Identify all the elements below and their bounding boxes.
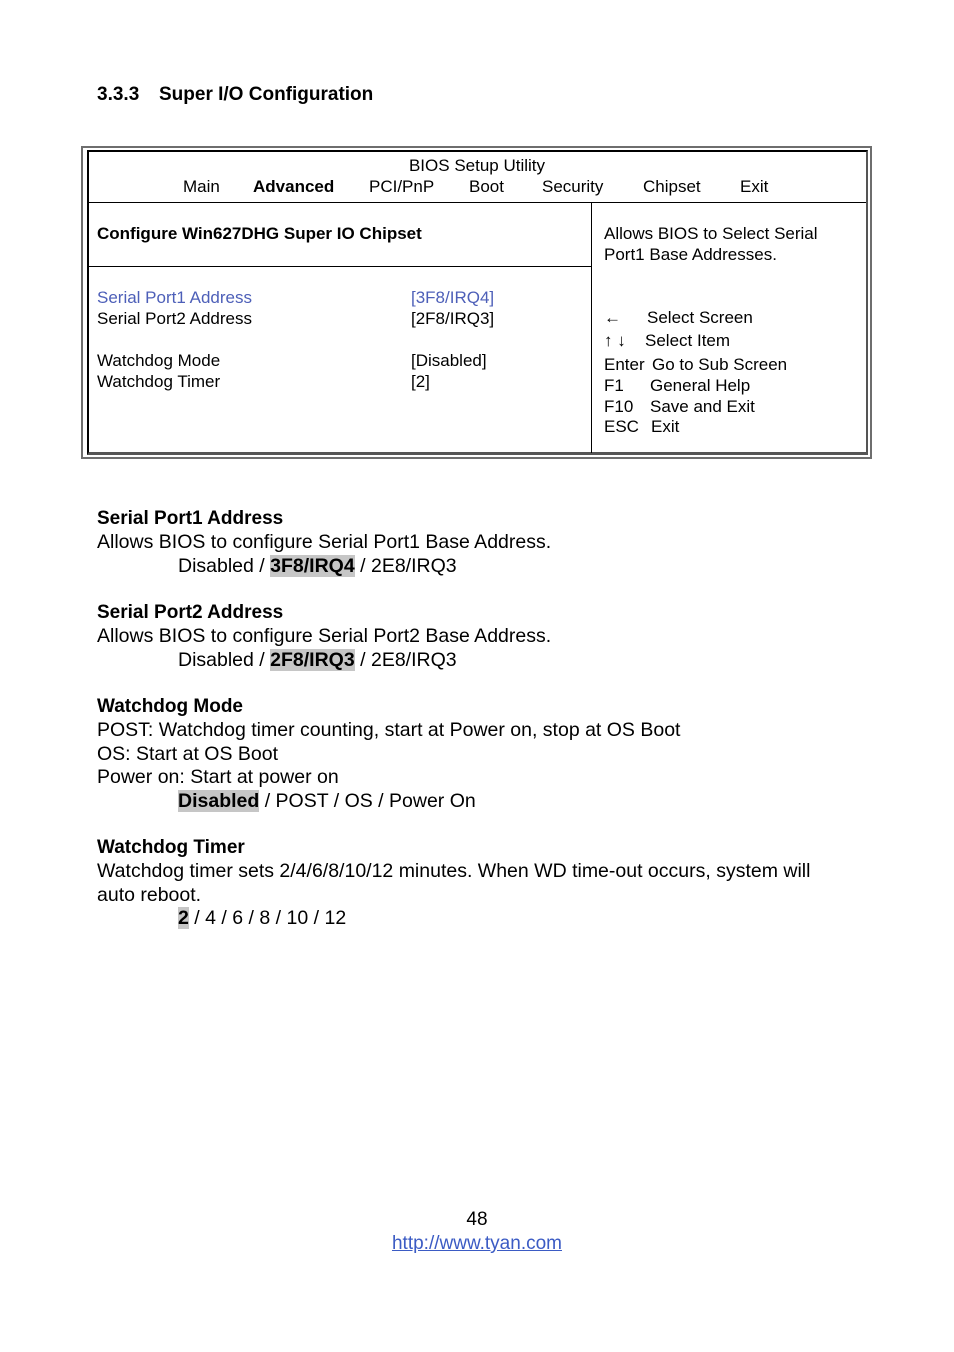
help-action: Save and Exit: [650, 397, 755, 416]
desc-title-serial-port2: Serial Port2 Address: [97, 602, 284, 623]
option: Power On: [389, 790, 476, 812]
help-key-select-item: [604, 331, 730, 351]
bios-item-serial-port2-value[interactable]: [2F8/IRQ3]: [411, 309, 495, 328]
desc-text: POST: Watchdog timer counting, start at Power on, stop at OS Boot: [97, 719, 681, 741]
option: POST: [275, 790, 329, 812]
bios-item-watchdog-mode-value[interactable]: [Disabled]: [411, 351, 487, 370]
option: 12: [324, 907, 347, 929]
desc-title-serial-port1: Serial Port1 Address: [97, 508, 284, 529]
section-heading: [97, 84, 373, 106]
desc-text: Watchdog timer sets 2/4/6/8/10/12 minutes. When WD time-out occurs, system will: [97, 860, 811, 882]
default-option: 2F8/IRQ3: [270, 649, 355, 671]
option: Disabled: [178, 555, 254, 577]
help-action: Go to Sub Screen: [652, 355, 788, 374]
option: 6: [232, 907, 244, 929]
option-list-watchdog-timer: 2 / 4 / 6 / 8 / 10 / 12: [178, 907, 347, 929]
tab-exit[interactable]: Exit: [740, 177, 769, 196]
bios-panel-divider: [591, 203, 592, 453]
tab-security[interactable]: Security: [542, 177, 604, 196]
default-option: 2: [178, 907, 189, 929]
help-key-f1: [604, 376, 750, 396]
help-key-label: F10: [604, 397, 634, 416]
page-number: 48: [466, 1209, 488, 1230]
desc-title-watchdog-timer: Watchdog Timer: [97, 837, 245, 858]
option: 8: [259, 907, 271, 929]
bios-item-watchdog-timer-value[interactable]: [2]: [411, 372, 430, 391]
bios-utility-title: BIOS Setup Utility: [408, 156, 546, 175]
help-action: Select Screen: [647, 308, 753, 327]
help-action: Select Item: [645, 331, 731, 350]
bios-item-serial-port1-value[interactable]: [3F8/IRQ4]: [411, 288, 495, 307]
help-key-enter: [604, 355, 787, 375]
default-option: 3F8/IRQ4: [270, 555, 355, 577]
option: 2E8/IRQ3: [370, 555, 457, 577]
tab-advanced[interactable]: Advanced: [253, 177, 335, 196]
desc-text: Power on: Start at power on: [97, 766, 339, 788]
footer-link-container: [0, 1233, 954, 1255]
tab-boot[interactable]: Boot: [469, 177, 504, 196]
tyan-website-link[interactable]: http://www.tyan.com: [391, 1233, 562, 1254]
bios-item-watchdog-timer-label[interactable]: Watchdog Timer: [97, 372, 221, 391]
option: OS: [344, 790, 373, 812]
bios-title-divider: [89, 266, 591, 267]
desc-text: auto reboot.: [97, 884, 202, 906]
bios-item-watchdog-mode-label[interactable]: Watchdog Mode: [97, 351, 221, 370]
section-title: Super I/O Configuration: [159, 84, 374, 105]
help-key-f10: [604, 397, 755, 417]
section-number: 3.3.3: [97, 84, 140, 105]
option-list-watchdog-mode: Disabled / POST / OS / Power On: [178, 790, 476, 812]
help-description-line1: Allows BIOS to Select Serial: [604, 224, 818, 243]
option: 2E8/IRQ3: [370, 649, 457, 671]
help-action: General Help: [650, 376, 751, 395]
tab-pci-pnp[interactable]: PCI/PnP: [369, 177, 435, 196]
desc-title-watchdog-mode: Watchdog Mode: [97, 696, 243, 717]
help-action: Exit: [651, 417, 680, 436]
help-key-label: Enter: [604, 355, 645, 374]
option-list-serial-port1: Disabled / 3F8/IRQ4 / 2E8/IRQ3: [178, 555, 457, 577]
bios-panel-title: Configure Win627DHG Super IO Chipset: [97, 224, 422, 243]
bios-item-serial-port1-label[interactable]: Serial Port1 Address: [97, 288, 252, 307]
option: Disabled: [178, 649, 254, 671]
left-arrow-icon: ←: [604, 308, 621, 327]
bios-header-divider: [89, 202, 866, 203]
option: 4: [205, 907, 216, 929]
help-description-line2: Port1 Base Addresses.: [604, 245, 777, 264]
default-option: Disabled: [178, 790, 260, 812]
up-down-arrow-icon: ↑ ↓: [604, 331, 626, 350]
help-key-select-screen: [604, 308, 753, 328]
desc-text: Allows BIOS to configure Serial Port1 Base Address.: [97, 531, 552, 553]
tab-main[interactable]: Main: [183, 177, 220, 196]
desc-text: OS: Start at OS Boot: [97, 743, 278, 765]
help-key-esc: [604, 417, 679, 437]
option-list-serial-port2: Disabled / 2F8/IRQ3 / 2E8/IRQ3: [178, 649, 457, 671]
tab-chipset[interactable]: Chipset: [643, 177, 701, 196]
bios-item-serial-port2-label[interactable]: Serial Port2 Address: [97, 309, 252, 328]
help-key-label: F1: [604, 376, 624, 395]
desc-text: Allows BIOS to configure Serial Port2 Base Address.: [97, 625, 552, 647]
help-key-label: ESC: [604, 417, 639, 436]
option: 10: [286, 907, 309, 929]
